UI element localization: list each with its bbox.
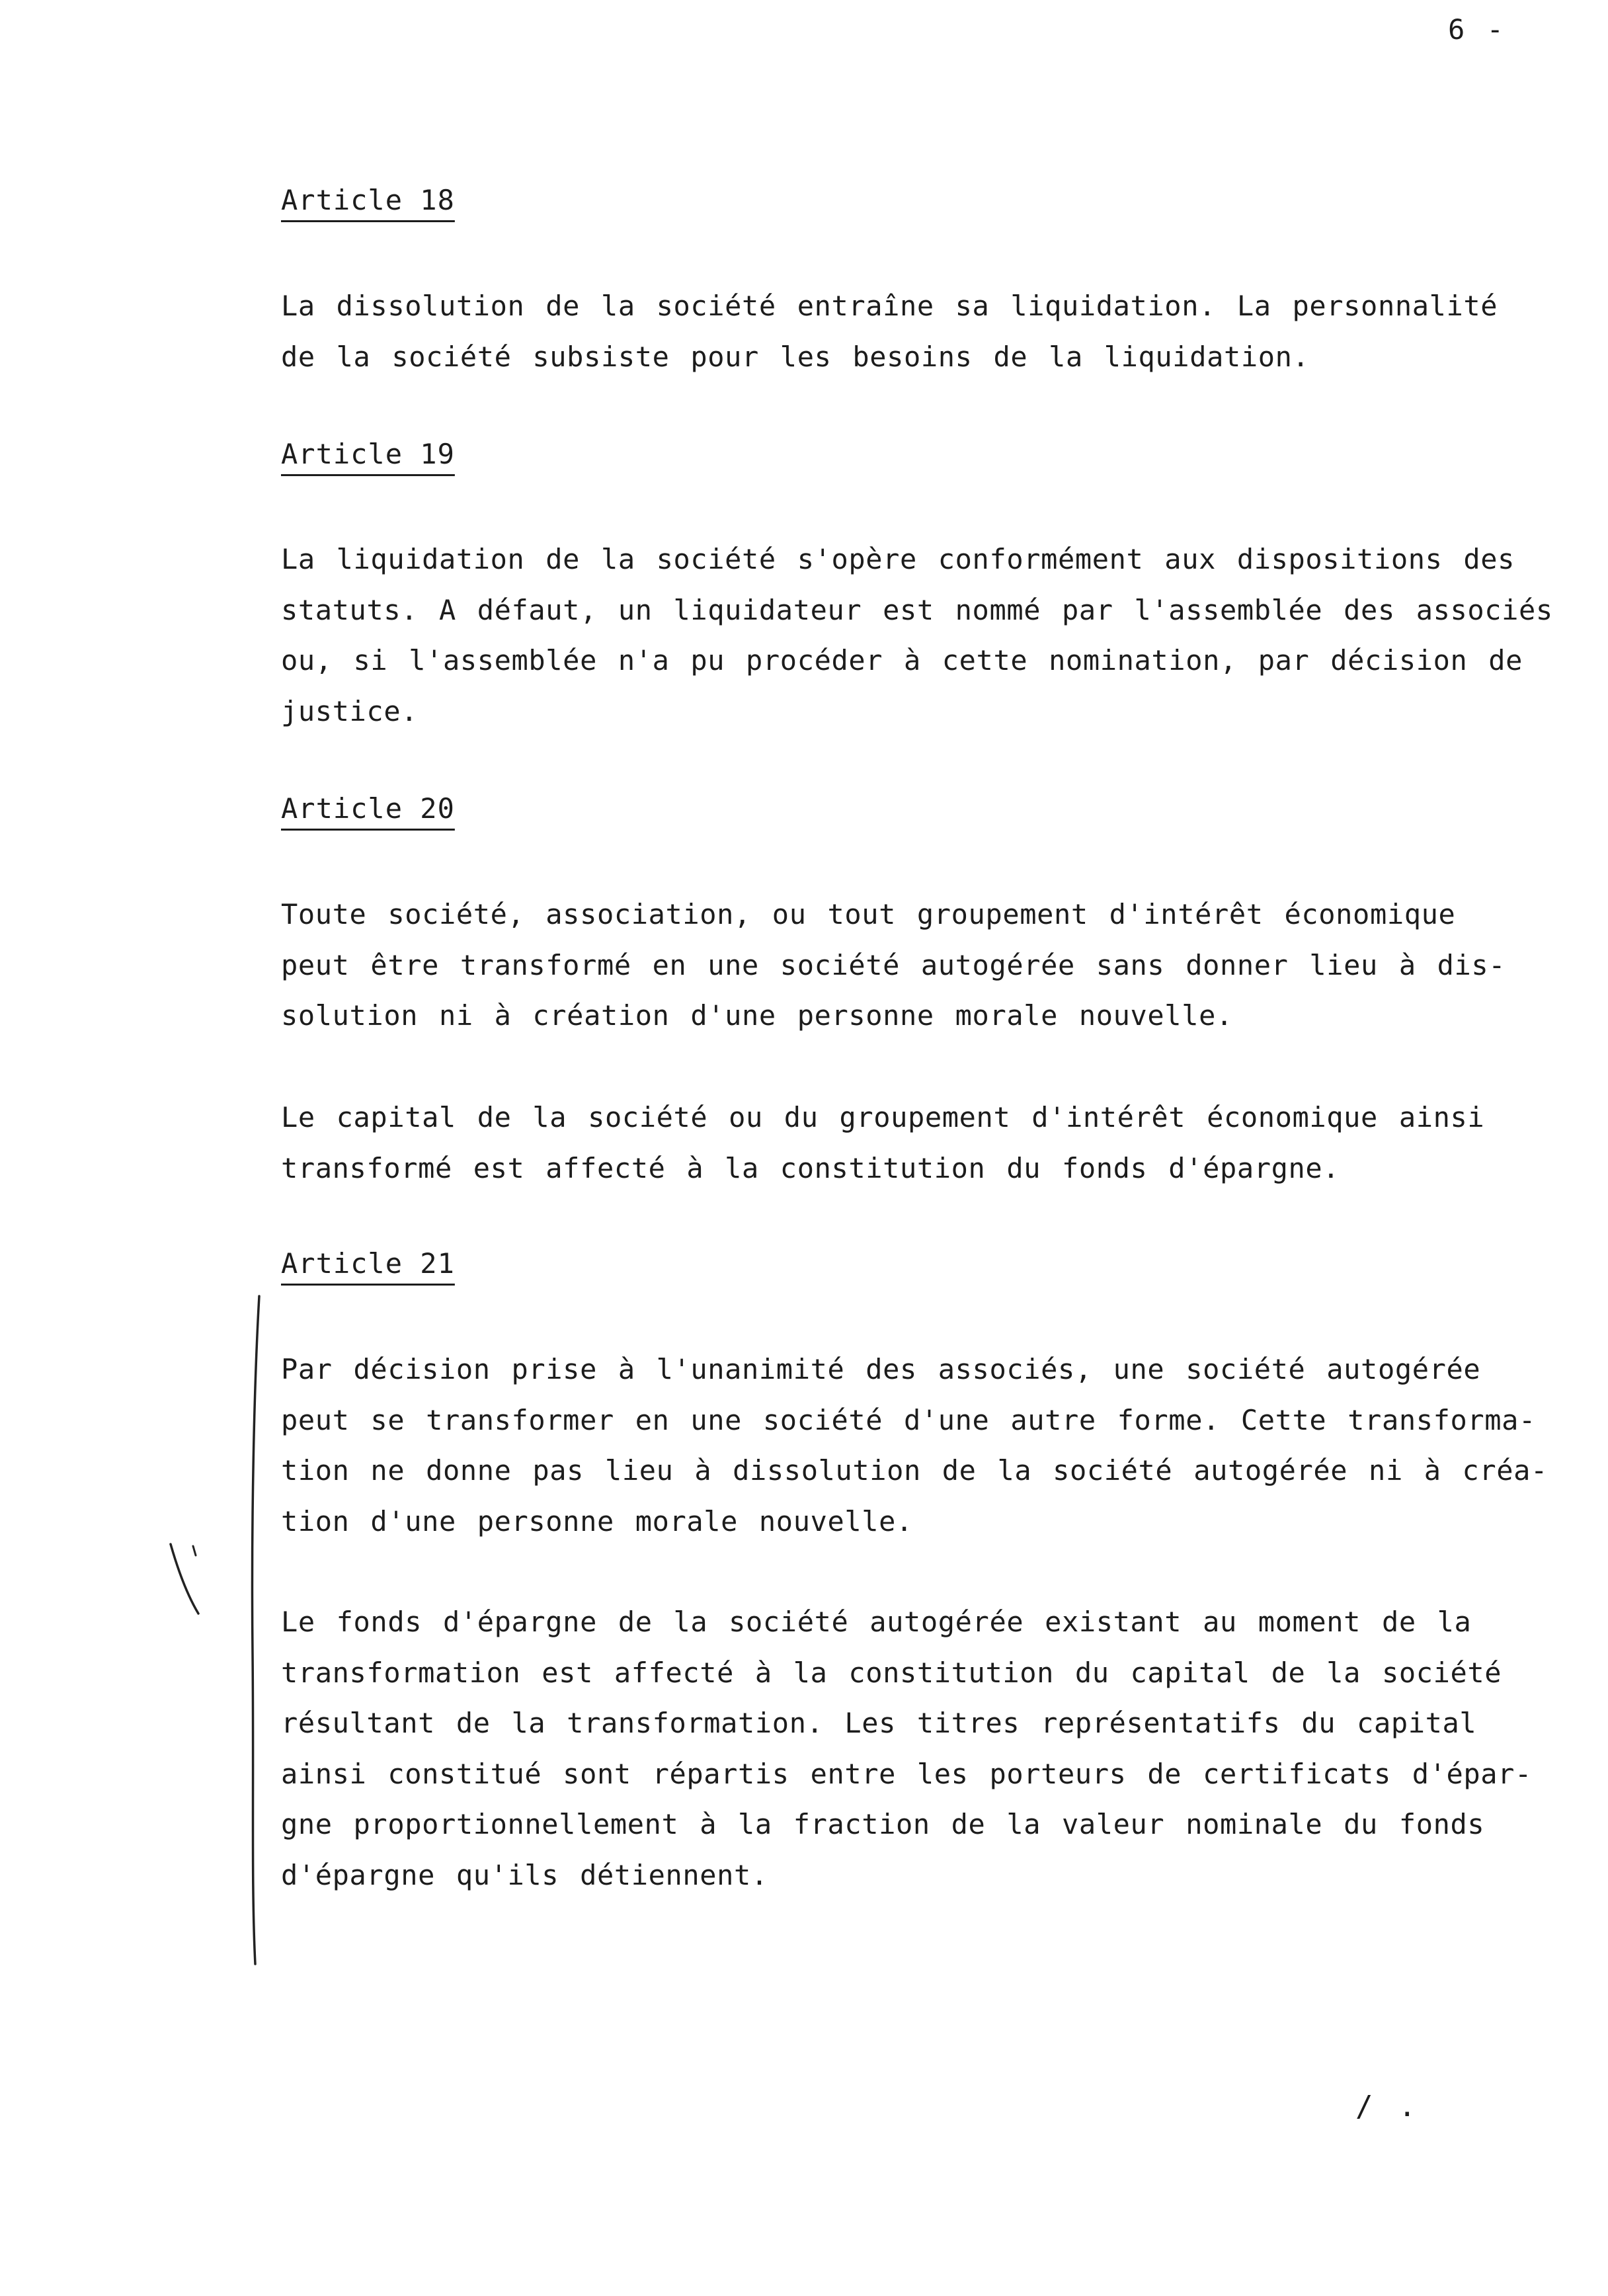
article-20-paragraph-2 xyxy=(281,1092,1484,1194)
text-line: solution ni à création d'une personne morale nouvelle. xyxy=(281,999,1233,1032)
article-18-heading: Article 18 xyxy=(281,184,455,216)
article-21-heading: Article 21 xyxy=(281,1247,455,1280)
text-line: tion ne donne pas lieu à dissolution de la société autogérée ni à créa- xyxy=(281,1454,1548,1487)
article-19-paragraph-1 xyxy=(281,534,1553,737)
text-line: Le capital de la société ou du groupement d'intérêt économique ainsi xyxy=(281,1101,1485,1133)
text-line: gne proportionnellement à la fraction de la valeur nominale du fonds xyxy=(281,1808,1485,1840)
margin-check-mark xyxy=(171,1544,198,1614)
text-line: ou, si l'assemblée n'a pu procéder à cette nomination, par décision de xyxy=(281,644,1523,676)
article-18-paragraph-1 xyxy=(281,281,1498,382)
article-19-heading: Article 19 xyxy=(281,438,455,470)
text-line: Le fonds d'épargne de la société autogérée existant au moment de la xyxy=(281,1606,1472,1638)
text-line: de la société subsiste pour les besoins de la liquidation. xyxy=(281,340,1310,373)
page-number: 6 - xyxy=(1448,13,1506,46)
text-line: La liquidation de la société s'opère conformément aux dispositions des xyxy=(281,543,1515,575)
margin-check-tick xyxy=(193,1546,196,1555)
text-line: peut se transformer en une société d'une autre forme. Cette transforma- xyxy=(281,1403,1536,1436)
text-line: transformé est affecté à la constitution du fonds d'épargne. xyxy=(281,1151,1340,1184)
article-21-paragraph-2 xyxy=(281,1597,1532,1901)
margin-vertical-line xyxy=(252,1296,259,1964)
text-line: Toute société, association, ou tout groupement d'intérêt économique xyxy=(281,898,1456,930)
text-line: d'épargne qu'ils détiennent. xyxy=(281,1858,768,1891)
text-line: Par décision prise à l'unanimité des associés, une société autogérée xyxy=(281,1353,1481,1385)
article-20-paragraph-1 xyxy=(281,889,1506,1042)
text-line: La dissolution de la société entraîne sa liquidation. La personnalité xyxy=(281,290,1498,322)
article-20-heading: Article 20 xyxy=(281,792,455,825)
text-line: tion d'une personne morale nouvelle. xyxy=(281,1504,913,1538)
text-line: justice. xyxy=(281,694,419,727)
text-line: transformation est affecté à la constitution du capital de la société xyxy=(281,1656,1502,1689)
text-line: statuts. A défaut, un liquidateur est nommé par l'assemblée des associés xyxy=(281,593,1553,626)
article-21-paragraph-1 xyxy=(281,1344,1548,1547)
text-line: peut être transformé en une société autogérée sans donner lieu à dis- xyxy=(281,948,1506,981)
continuation-mark: / . xyxy=(1355,2090,1420,2123)
text-line: résultant de la transformation. Les titres représentatifs du capital xyxy=(281,1707,1477,1739)
text-line: ainsi constitué sont répartis entre les porteurs de certificats d'épar- xyxy=(281,1757,1532,1790)
